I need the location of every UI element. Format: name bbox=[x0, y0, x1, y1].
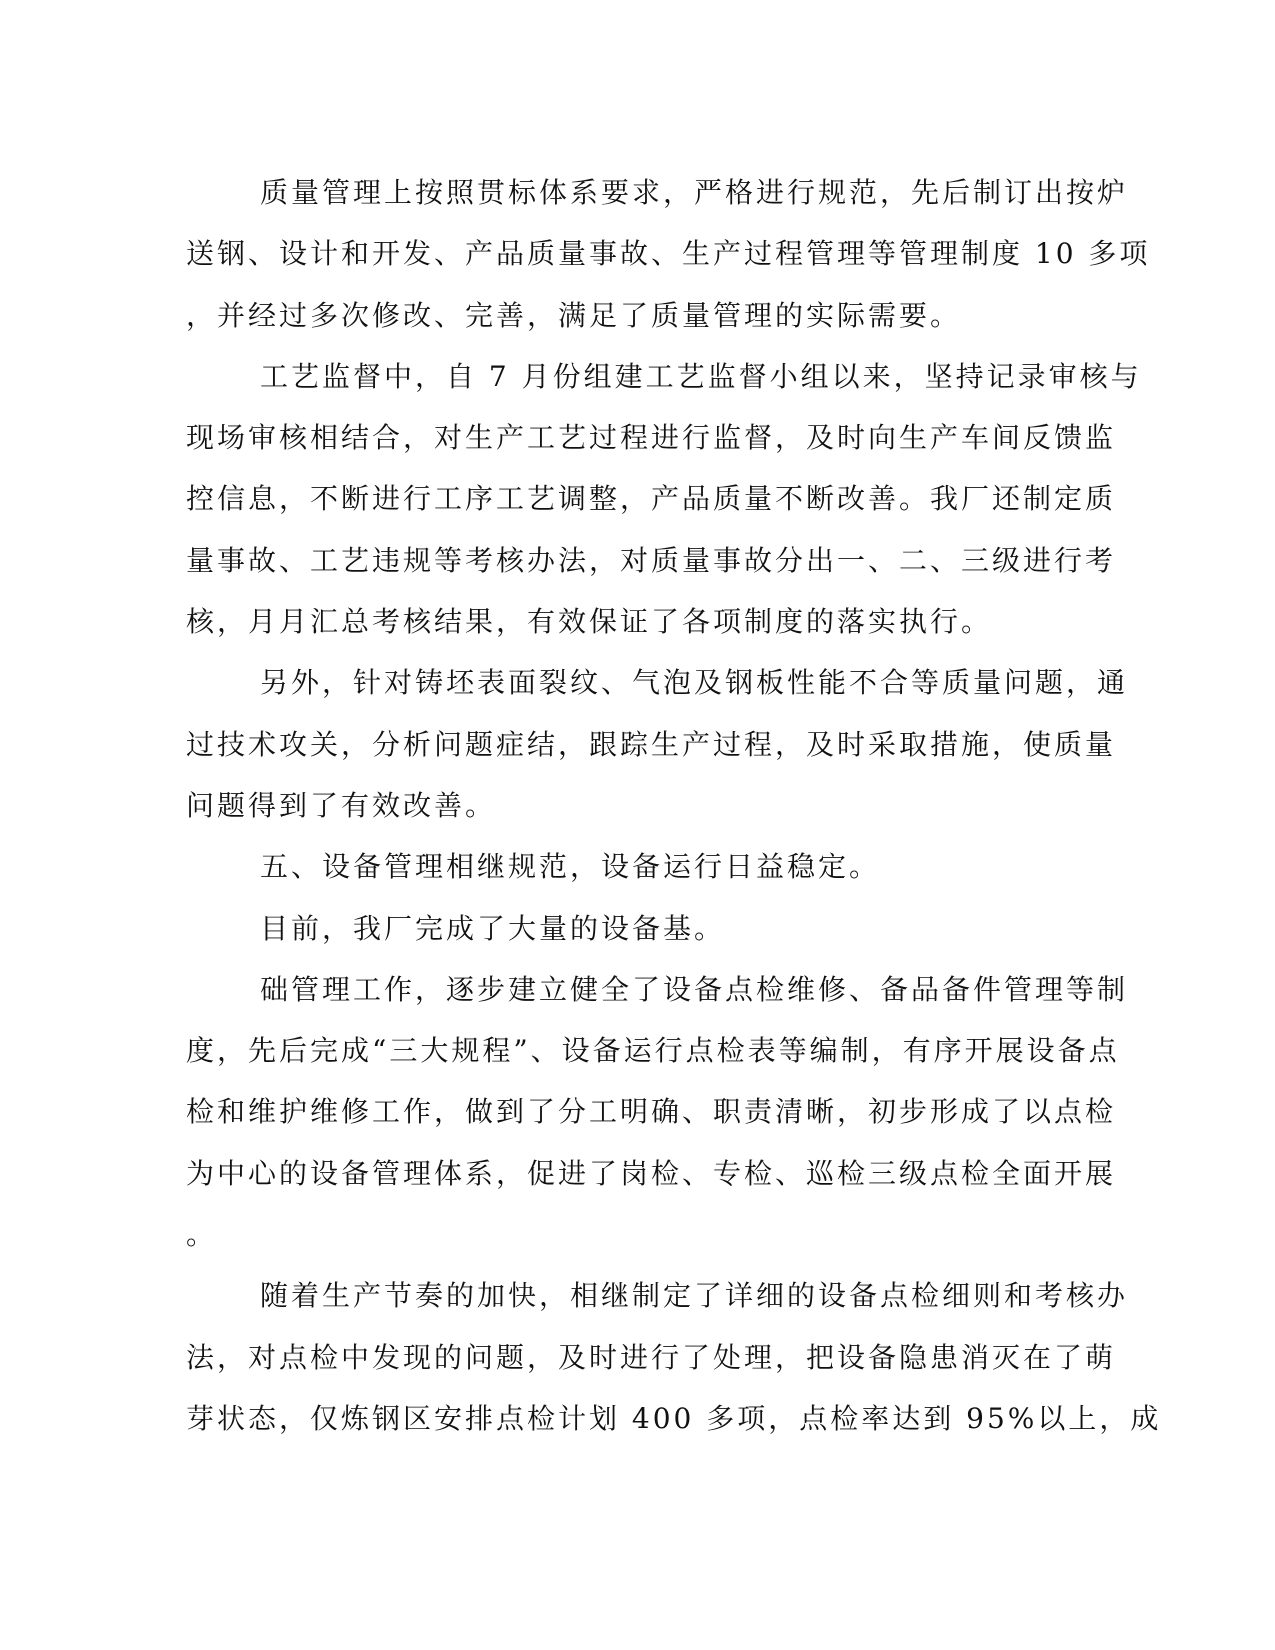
text-line: 质量管理上按照贯标体系要求，严格进行规范，先后制订出按炉 bbox=[260, 176, 1129, 209]
text-line: 础管理工作，逐步建立健全了设备点检维修、备品备件管理等制 bbox=[260, 972, 1129, 1006]
text-line: 现场审核相结合，对生产工艺过程进行监督，及时向生产车间反馈监 bbox=[186, 421, 1117, 455]
text-line: 核，月月汇总考核结果，有效保证了各项制度的落实执行。 bbox=[186, 605, 993, 639]
text-line: 随着生产节奏的加快，相继制定了详细的设备点检细则和考核办 bbox=[260, 1279, 1129, 1313]
text-line: 问题得到了有效改善。 bbox=[186, 788, 497, 822]
text-line: 另外，针对铸坯表面裂纹、气泡及钢板性能不合等质量问题，通 bbox=[260, 666, 1129, 700]
document-body bbox=[186, 162, 1162, 1449]
text-line: 过技术攻关，分析问题症结，跟踪生产过程，及时采取措施，使质量 bbox=[186, 727, 1117, 761]
text-line: 检和维护维修工作，做到了分工明确、职责清晰，初步形成了以点检 bbox=[186, 1095, 1117, 1129]
section-heading: 五、设备管理相继规范，设备运行日益稳定。 bbox=[260, 850, 881, 884]
text-line: 工艺监督中，自 7 月份组建工艺监督小组以来，坚持记录审核与 bbox=[260, 359, 1142, 393]
text-line: 芽状态，仅炼钢区安排点检计划 400 多项，点检率达到 95%以上，成 bbox=[186, 1401, 1162, 1435]
text-line: 法，对点检中发现的问题，及时进行了处理，把设备隐患消灭在了萌 bbox=[186, 1340, 1117, 1374]
text-line: 送钢、设计和开发、产品质量事故、生产过程管理等管理制度 10 多项 bbox=[186, 237, 1151, 271]
text-line: 为中心的设备管理体系，促进了岗检、专检、巡检三级点检全面开展 bbox=[186, 1156, 1117, 1190]
text-line: 。 bbox=[186, 1218, 218, 1252]
text-line: 量事故、工艺违规等考核办法，对质量事故分出一、二、三级进行考 bbox=[186, 543, 1117, 577]
text-line: ，并经过多次修改、完善，满足了质量管理的实际需要。 bbox=[186, 298, 962, 332]
text-line: 目前，我厂完成了大量的设备基。 bbox=[260, 911, 726, 945]
text-line: 控信息，不断进行工序工艺调整，产品质量不断改善。我厂还制定质 bbox=[186, 482, 1117, 516]
text-line: 度，先后完成“三大规程”、设备运行点检表等编制，有序开展设备点 bbox=[186, 1034, 1120, 1068]
